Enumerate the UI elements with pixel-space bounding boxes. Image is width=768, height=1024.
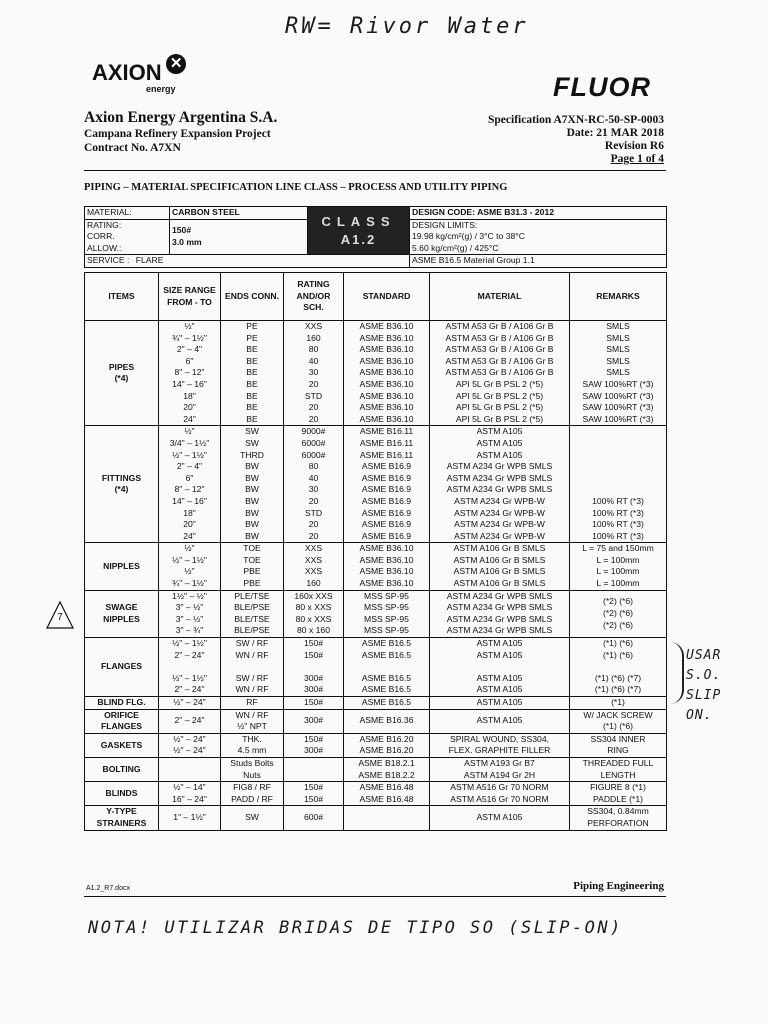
handwritten-bottom-note: NOTA! UTILIZAR BRIDAS DE TIPO SO (SLIP-ON): [88, 918, 623, 938]
rating-label: RATING: CORR. ALLOW.:: [85, 219, 170, 255]
size-cell: ½" – 1½" 2" – 24" ½" – 1½" 2" – 24": [159, 638, 221, 697]
remarks-cell: (*2) (*6) (*2) (*6) (*2) (*6): [570, 590, 667, 637]
material-cell: ASTM A105 ASTM A105 ASTM A105 ASTM A234 Gr WPB SMLS ASTM A234 Gr WPB SMLS ASTM A234 Gr WPB SMLS ASTM A234 Gr WPB-W ASTM A234 Gr WPB-W ASTM A234 Gr WPB-W ASTM A234 Gr WPB-W: [430, 426, 570, 543]
spec-date: Date: 21 MAR 2018: [566, 127, 664, 139]
col-header-ends: ENDS CONN.: [221, 273, 284, 321]
document-title: PIPING – MATERIAL SPECIFICATION LINE CLASS – PROCESS AND UTILITY PIPING: [84, 182, 508, 193]
size-cell: 1½" – ½" 3" – ½" 3" – ½" 3" – ¾": [159, 590, 221, 637]
item-cell: BLIND FLG.: [85, 697, 159, 710]
company-name: Axion Energy Argentina S.A.: [84, 109, 278, 126]
remarks-cell: THREADED FULL LENGTH: [570, 757, 667, 781]
standard-cell: MSS SP-95 MSS SP-95 MSS SP-95 MSS SP-95: [344, 590, 430, 637]
design-code: DESIGN CODE: ASME B31.3 - 2012: [410, 207, 667, 220]
remarks-cell: FIGURE 8 (*1) PADDLE (*1): [570, 782, 667, 806]
rating-cell: [284, 757, 344, 781]
material-cell: SPIRAL WOUND, SS304, FLEX. GRAPHITE FILLER: [430, 733, 570, 757]
item-cell: ORIFICE FLANGES: [85, 709, 159, 733]
table-row: [85, 757, 667, 781]
table-row: [85, 709, 667, 733]
class-label: CLASS: [321, 213, 396, 229]
item-cell: BLINDS: [85, 782, 159, 806]
standard-cell: ASME B16.36: [344, 709, 430, 733]
side-note-line-1: USAR: [686, 648, 722, 663]
size-cell: [159, 757, 221, 781]
rating-cell: 150# 150#: [284, 782, 344, 806]
col-header-remarks: REMARKS: [570, 273, 667, 321]
material-value: CARBON STEEL: [170, 207, 308, 220]
rating-cell: XXS XXS XXS 160: [284, 543, 344, 590]
material-label: MATERIAL:: [85, 207, 170, 220]
item-cell: FITTINGS (*4): [85, 426, 159, 543]
remarks-cell: L = 75 and 150mm L = 100mm L = 100mm L = 100mm: [570, 543, 667, 590]
material-cell: ASTM A193 Gr B7 ASTM A194 Gr 2H: [430, 757, 570, 781]
standard-cell: ASME B16.20 ASME B16.20: [344, 733, 430, 757]
material-cell: ASTM A105: [430, 806, 570, 830]
table-row: [85, 543, 667, 590]
axion-logo: [92, 55, 186, 94]
ends-cell: Studs Bolts Nuts: [221, 757, 284, 781]
material-cell: ASTM A105 ASTM A105 ASTM A105 ASTM A105: [430, 638, 570, 697]
footer-file: A1.2_R7.docx: [86, 885, 130, 892]
ends-cell: FIG8 / RF PADD / RF: [221, 782, 284, 806]
standard-cell: [344, 806, 430, 830]
class-value: A1.2: [340, 231, 377, 247]
ends-cell: WN / RF ½" NPT: [221, 709, 284, 733]
standard-cell: ASME B36.10 ASME B36.10 ASME B36.10 ASME B36.10: [344, 543, 430, 590]
rating-cell: 300#: [284, 709, 344, 733]
rating-cell: 150#: [284, 697, 344, 710]
rating-cell: 160x XXS 80 x XXS 80 x XXS 80 x 160: [284, 590, 344, 637]
material-cell: ASTM A53 Gr B / A106 Gr B ASTM A53 Gr B / A106 Gr B ASTM A53 Gr B / A106 Gr B ASTM A53 Gr B / A106 Gr B ASTM A53 Gr B / A106 Gr B API 5L Gr B PSL 2 (*5) API 5L Gr B PSL 2 (*5) API 5L Gr B PSL 2 (*5) API 5L Gr B PSL 2 (*5): [430, 321, 570, 426]
size-cell: ½" – 24": [159, 697, 221, 710]
item-cell: NIPPLES: [85, 543, 159, 590]
size-cell: 2" – 24": [159, 709, 221, 733]
footer-dept: Piping Engineering: [573, 880, 664, 892]
service-value: FLARE: [135, 255, 164, 266]
revision-triangle: [45, 600, 75, 630]
remarks-cell: SS304 INNER RING: [570, 733, 667, 757]
remarks-cell: (*1): [570, 697, 667, 710]
rating-cell: 150# 300#: [284, 733, 344, 757]
size-cell: ½" – 24" ½" – 24": [159, 733, 221, 757]
material-cell: ASTM A105: [430, 709, 570, 733]
ends-cell: THK. 4.5 mm: [221, 733, 284, 757]
ends-cell: SW: [221, 806, 284, 830]
side-note-line-2: S.O.: [686, 668, 722, 683]
item-cell: BOLTING: [85, 757, 159, 781]
table-row: [85, 638, 667, 697]
contract-no: Contract No. A7XN: [84, 142, 181, 154]
fluor-logo: FLUOR: [553, 72, 651, 102]
size-cell: ½" – 14" 16" – 24": [159, 782, 221, 806]
rating-cell: 600#: [284, 806, 344, 830]
service-cell: [85, 255, 410, 268]
spec-header-table: [84, 206, 667, 268]
standard-cell: ASME B16.11 ASME B16.11 ASME B16.11 ASME B16.9 ASME B16.9 ASME B16.9 ASME B16.9 ASME B16.9 ASME B16.9 ASME B16.9: [344, 426, 430, 543]
rating-cell: XXS 160 80 40 30 20 STD 20 20: [284, 321, 344, 426]
remarks-cell: SMLS SMLS SMLS SMLS SMLS SAW 100%RT (*3) SAW 100%RT (*3) SAW 100%RT (*3) SAW 100%RT (*3): [570, 321, 667, 426]
item-cell: PIPES (*4): [85, 321, 159, 426]
spec-number: Specification A7XN-RC-50-SP-0003: [488, 114, 664, 126]
size-cell: ½" ¾" – 1½" 2" – 4" 6" 8" – 12" 14" – 16" 18" 20" 24": [159, 321, 221, 426]
col-header-items: ITEMS: [85, 273, 159, 321]
rating-value: 150# 3.0 mm: [170, 219, 308, 255]
material-cell: ASTM A234 Gr WPB SMLS ASTM A234 Gr WPB SMLS ASTM A234 Gr WPB SMLS ASTM A234 Gr WPB SMLS: [430, 590, 570, 637]
material-group: ASME B16.5 Material Group 1.1: [410, 255, 667, 268]
spec-main-table: [84, 272, 667, 831]
ends-cell: TOE TOE PBE PBE: [221, 543, 284, 590]
item-cell: GASKETS: [85, 733, 159, 757]
col-header-standard: STANDARD: [344, 273, 430, 321]
side-note-line-4: ON.: [686, 708, 713, 723]
spec-revision: Revision R6: [604, 140, 664, 152]
table-row: [85, 590, 667, 637]
header-divider: [84, 170, 666, 171]
table-row: [85, 782, 667, 806]
col-header-material: MATERIAL: [430, 273, 570, 321]
table-header-row: [85, 273, 667, 321]
item-cell: Y-TYPE STRAINERS: [85, 806, 159, 830]
remarks-cell: SS304, 0.84mm PERFORATION: [570, 806, 667, 830]
size-cell: ½" 3/4" – 1½" ½" – 1½" 2" – 4" 6" 8" – 12" 14" – 16" 18" 20" 24": [159, 426, 221, 543]
page-number: Page 1 of 4: [610, 153, 664, 165]
table-row: [85, 426, 667, 543]
table-row: [85, 733, 667, 757]
size-cell: ½" ½" – 1½" ½" ¾" – 1½": [159, 543, 221, 590]
side-note-line-3: SLIP: [686, 688, 722, 703]
rating-cell: 9000# 6000# 6000# 80 40 30 20 STD 20 20: [284, 426, 344, 543]
handwritten-top-note: RW= Rivor Water: [285, 14, 529, 39]
col-header-size: SIZE RANGE FROM - TO: [159, 273, 221, 321]
axion-logo-text: AXION: [92, 60, 162, 85]
side-brace: [668, 642, 684, 704]
remarks-cell: 100% RT (*3) 100% RT (*3) 100% RT (*3) 100% RT (*3): [570, 426, 667, 543]
col-header-rating: RATING AND/OR SCH.: [284, 273, 344, 321]
size-cell: 1" – 1½": [159, 806, 221, 830]
ends-cell: SW SW THRD BW BW BW BW BW BW BW: [221, 426, 284, 543]
ends-cell: PE PE BE BE BE BE BE BE BE: [221, 321, 284, 426]
ends-cell: PLE/TSE BLE/PSE BLE/TSE BLE/PSE: [221, 590, 284, 637]
handwritten-side-note: [686, 646, 721, 726]
axion-logo-sub: energy: [146, 84, 176, 94]
item-cell: FLANGES: [85, 638, 159, 697]
material-cell: ASTM A516 Gr 70 NORM ASTM A516 Gr 70 NORM: [430, 782, 570, 806]
class-box: [308, 207, 410, 255]
standard-cell: ASME B18.2.1 ASME B18.2.2: [344, 757, 430, 781]
service-label: SERVICE :: [87, 255, 130, 266]
axion-x-icon: ✕: [166, 54, 186, 74]
revision-number: 7: [57, 612, 63, 623]
material-cell: ASTM A106 Gr B SMLS ASTM A106 Gr B SMLS ASTM A106 Gr B SMLS ASTM A106 Gr B SMLS: [430, 543, 570, 590]
table-row: [85, 697, 667, 710]
design-limits: DESIGN LIMITS: 19.98 kg/cm²(g) / 3°C to 38°C 5.60 kg/cm²(g) / 425°C: [410, 219, 667, 255]
remarks-cell: W/ JACK SCREW (*1) (*6): [570, 709, 667, 733]
ends-cell: SW / RF WN / RF SW / RF WN / RF: [221, 638, 284, 697]
remarks-cell: (*1) (*6) (*1) (*6) (*1) (*6) (*7) (*1) (*6) (*7): [570, 638, 667, 697]
item-cell: SWAGE NIPPLES: [85, 590, 159, 637]
project-name: Campana Refinery Expansion Project: [84, 128, 271, 140]
standard-cell: ASME B16.5 ASME B16.5 ASME B16.5 ASME B16.5: [344, 638, 430, 697]
standard-cell: ASME B36.10 ASME B36.10 ASME B36.10 ASME B36.10 ASME B36.10 ASME B36.10 ASME B36.10 ASME B36.10 ASME B36.10: [344, 321, 430, 426]
standard-cell: ASME B16.48 ASME B16.48: [344, 782, 430, 806]
rating-cell: 150# 150# 300# 300#: [284, 638, 344, 697]
standard-cell: ASME B16.5: [344, 697, 430, 710]
material-cell: ASTM A105: [430, 697, 570, 710]
ends-cell: RF: [221, 697, 284, 710]
footer-divider: [84, 896, 666, 897]
table-row: [85, 806, 667, 830]
table-row: [85, 321, 667, 426]
